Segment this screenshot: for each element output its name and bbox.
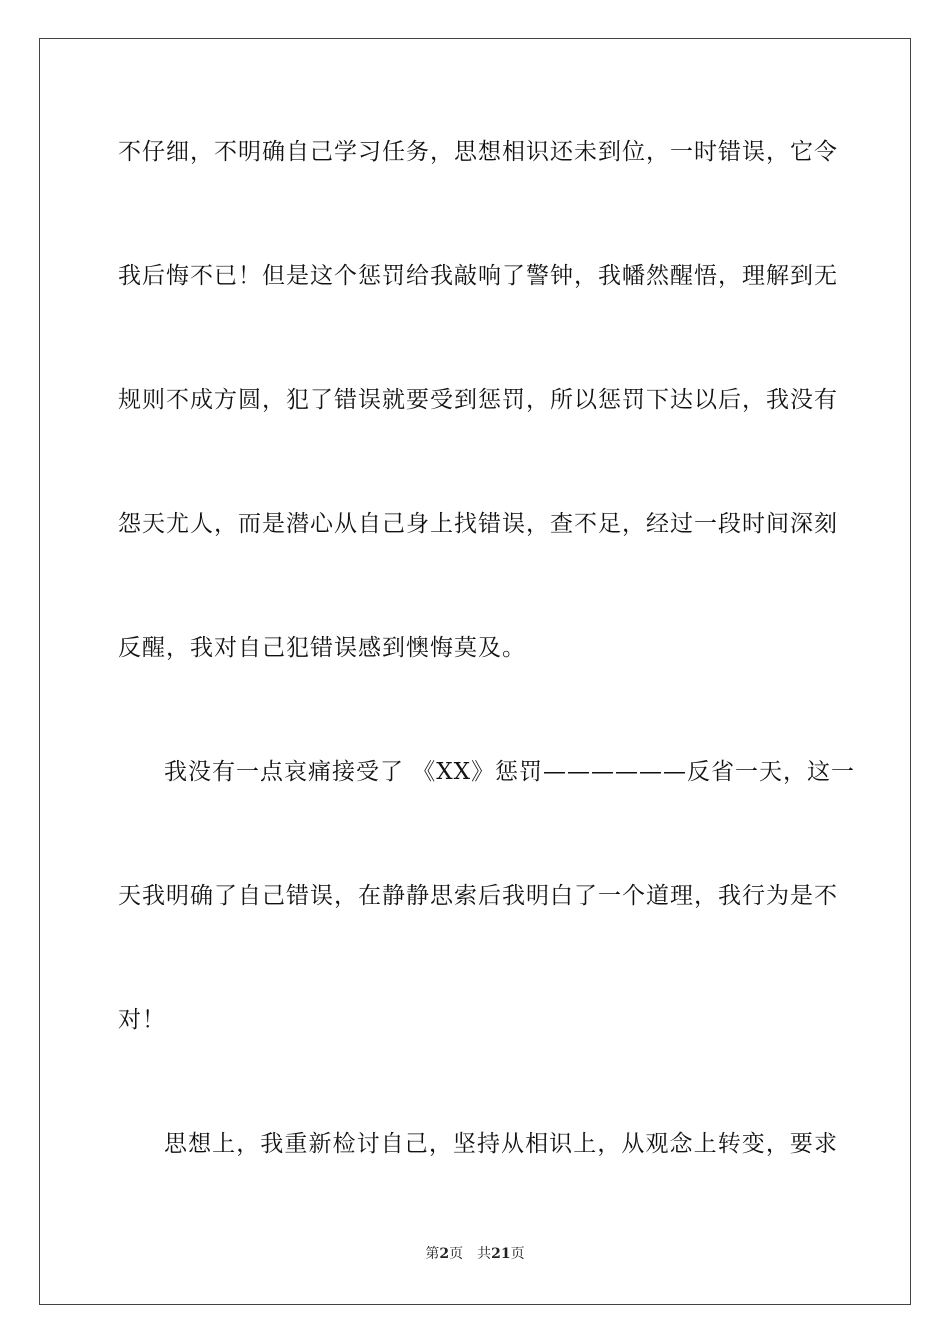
body-line-5: 反醒，我对自己犯错误感到懊悔莫及。 [118,635,526,661]
page-footer [0,1245,950,1263]
page-number: 2 [439,1246,450,1262]
total-suffix: 页 [510,1246,525,1262]
body-line-8: 对！ [118,1007,166,1033]
body-line-1: 不仔细，不明确自己学习任务，思想相识还未到位，一时错误，它令 [118,139,838,165]
page-border [39,38,911,1305]
body-line-2: 我后悔不已！但是这个惩罚给我敲响了警钟，我幡然醒悟，理解到无 [118,263,838,289]
body-line-9: 思想上，我重新检讨自己，坚持从相识上，从观念上转变，要求 [164,1131,838,1157]
page-prefix: 第 [425,1246,440,1262]
total-pages: 21 [491,1246,511,1262]
body-line-3: 规则不成方圆，犯了错误就要受到惩罚，所以惩罚下达以后，我没有 [118,387,838,413]
body-line-4: 怨天尤人，而是潜心从自己身上找错误，查不足，经过一段时间深刻 [118,511,838,537]
body-line-7: 天我明确了自己错误，在静静思索后我明白了一个道理，我行为是不 [118,883,838,909]
body-line-6: 我没有一点哀痛接受了 《XX》惩罚——————反省一天，这一 [164,759,856,785]
page-suffix: 页 [449,1246,464,1262]
total-prefix: 共 [477,1246,492,1262]
